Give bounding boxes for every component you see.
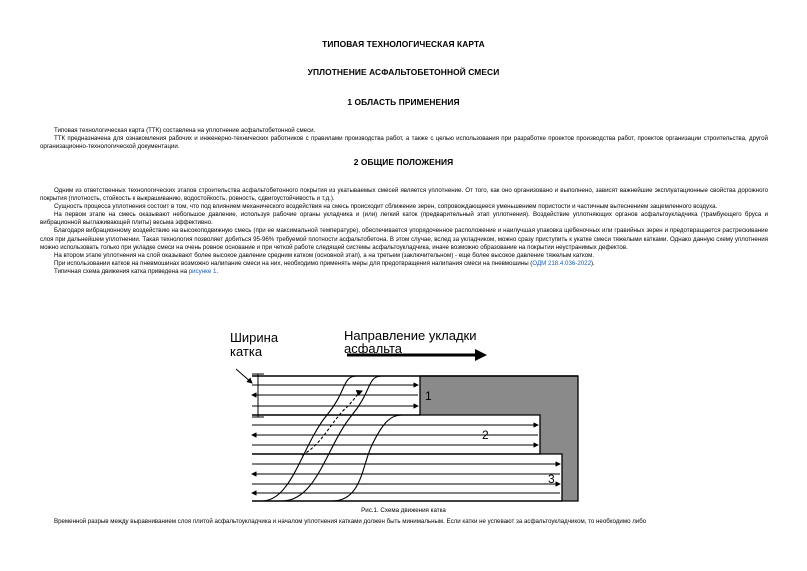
- width-label-line1: Ширина: [230, 330, 279, 345]
- figure-caption: Рис.1. Схема движения катка: [361, 507, 446, 514]
- paragraph-scheme: [40, 268, 768, 276]
- paragraph: Сущность процесса уплотнения состоит в том, что под влиянием механического воздействия на смесь происходит сближение зерен, сопровождающееся уменьшением пористости и частичным вытеснением защемленного воздуха.: [54, 203, 718, 211]
- paragraph: ТТК предназначена для ознакомления рабочих и инженерно-технических работников с правилами производства работ, а также с целью использования при разработке проектов производства работ, проектов организации строительства, другой организационно-технологической документации.: [40, 135, 768, 151]
- width-label-line2: катка: [230, 344, 263, 359]
- width-pointer-arrow: [236, 369, 252, 383]
- paragraph: На первом этапе на смесь оказывают небольшое давление, используя рабочие органы укладчика и (или) легкий каток (предварительный этап уплотнения). Воздействие уплотняющих органов асфальтоукладчика (трамбующего бруса и вибрационной выглаживающей плиты) весьма эффективно.: [40, 211, 768, 227]
- paragraph: Типовая технологическая карта (ТТК) составлена на уплотнение асфальтобетонной смеси.: [54, 127, 316, 134]
- section-2-body: [40, 187, 768, 276]
- text: При использовании катков на пневмошинах возможно налипание смеси на них, необходимо применять меры для предотвращения налипания смеси на пневмошины (: [54, 259, 533, 267]
- step-number-1: 1: [425, 389, 432, 403]
- paragraph-truncated: Временной разрыв между выравниванием слоя плитой асфальтоукладчика и началом уплотнения катками должен быть минимальным. Если катки не успевают за асфальтоукладчиком, то необходимо либо: [54, 518, 647, 525]
- paragraph: Благодаря вибрационному воздействию на высокоподвижную смесь (при ее максимальной температуре), обеспечивается упорядоченное расположение и наилучшая упаковка щебеночных или гравийных зерен и предотвращается растрескивание слоя при дальнейшем уплотнении. Такая технология позволяет добиться 95-96% требуемой плотности асфальтобетона. В этом случае, вслед за укладчиком, можно сразу приступить к укатке смеси тяжелыми катками. Однако данную схему уплотнения можно использовать только при укладке смеси на очень ровное основание и при четкой работе следящей системы асфальтоукладчика, иначе возможно образование на покрытии неустранимых дефектов.: [40, 227, 768, 251]
- roller-scheme-diagram: [222, 325, 582, 510]
- figure-link[interactable]: рисунке 1: [188, 267, 217, 275]
- roller-movement-figure: [222, 325, 582, 510]
- step-number-2: 2: [482, 428, 489, 442]
- section-1-heading: 1 ОБЛАСТЬ ПРИМЕНЕНИЯ: [347, 97, 460, 107]
- odm-link[interactable]: ОДМ 218.4.036-2022: [532, 259, 592, 267]
- document-subtitle: УПЛОТНЕНИЕ АСФАЛЬТОБЕТОННОЙ СМЕСИ: [307, 67, 500, 77]
- paragraph: Одним из ответственных технологических этапов строительства асфальтобетонного покрытия из укатываемых смесей является уплотнение. От того, как оно организовано и выполнено, зависят важнейшие эксплуатационные свойства дорожного покрытия (плотность, стойкость к выкрашиванию, водостойкость, ровность, сдвигоустойчивость и т.д.).: [40, 187, 768, 203]
- direction-label-line2: асфальта: [344, 341, 403, 356]
- paragraph: На втором этапе уплотнения на слой оказывают более высокое давление средним катком (основной этап), а на третьем (заключительном) - еще более высокое давление тяжелым катком.: [54, 251, 595, 259]
- text: Типичная схема движения катка приведена на: [54, 267, 189, 275]
- direction-label-line1: Направление укладки: [344, 328, 477, 343]
- section-2-heading: 2 ОБЩИЕ ПОЛОЖЕНИЯ: [353, 157, 454, 167]
- paragraph-pneumatic: [40, 260, 768, 268]
- step-number-3: 3: [548, 472, 555, 486]
- section-1-body: [40, 127, 768, 151]
- document-title: ТИПОВАЯ ТЕХНОЛОГИЧЕСКАЯ КАРТА: [322, 39, 485, 49]
- text: .: [216, 267, 219, 275]
- text: ).: [591, 259, 595, 267]
